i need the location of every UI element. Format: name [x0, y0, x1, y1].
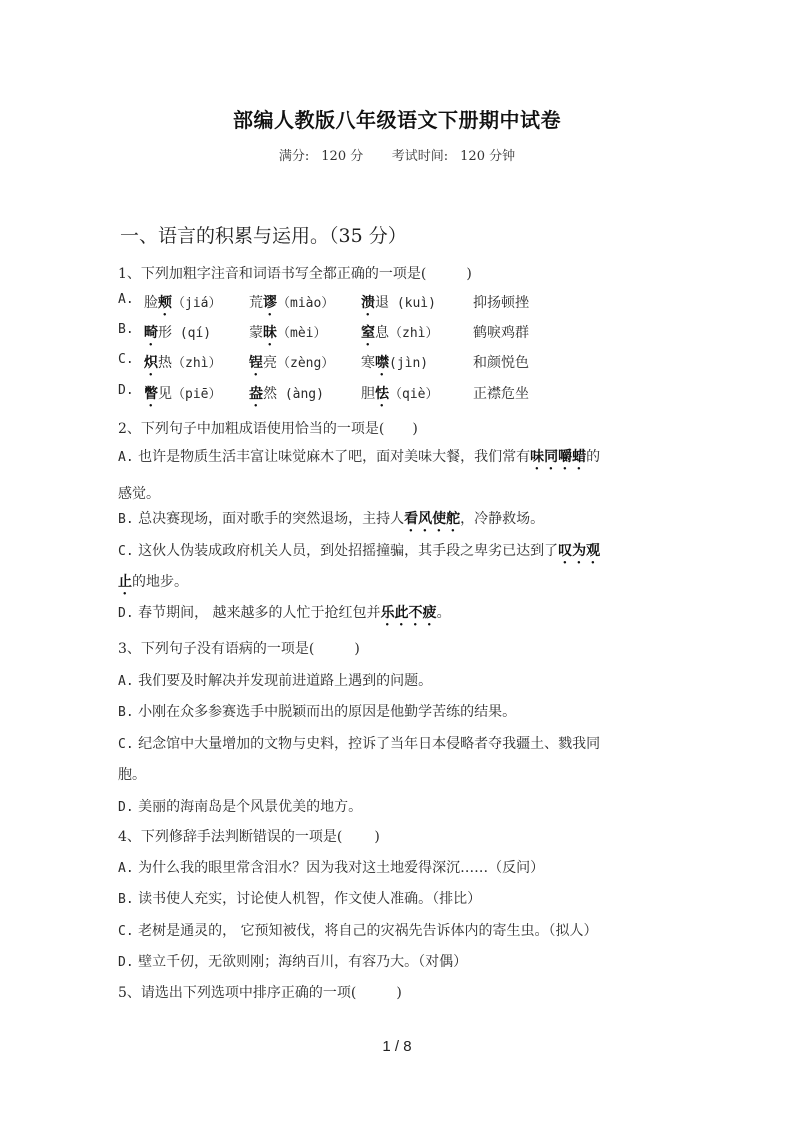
- question-4-option-d: D. 壁立千仞，无欲则刚；海纳百川，有容乃大。（对偶）: [118, 954, 468, 970]
- option-label: A.: [118, 861, 134, 876]
- word-item: 胆怯（qiè）: [361, 386, 439, 402]
- section-heading: 一、语言的积累与运用。（35 分）: [120, 225, 407, 247]
- question-2-option-b: B. 总决赛现场，面对歌手的突然退场，主持人看风使舵，冷静救场。: [118, 511, 545, 527]
- word-item: 锃亮（zèng）: [249, 355, 335, 371]
- answer-paren-close: ): [396, 985, 402, 1001]
- score-label: 满分:: [278, 149, 310, 164]
- question-2-option-c: C. 这伙人伪装成政府机关人员，到处招摇撞骗，其手段之卑劣已达到了叹为观: [118, 543, 601, 559]
- option-label: D.: [118, 955, 134, 970]
- option-label: C.: [118, 924, 134, 939]
- option-label: C.: [118, 352, 134, 367]
- option-label: D.: [118, 606, 134, 621]
- question-5-stem: [118, 982, 402, 1002]
- word-item: 炽热（zhì）: [144, 355, 222, 371]
- page-indicator: 1 / 8: [382, 1038, 412, 1055]
- question-stem-text: 5、请选出下列选项中排序正确的一项(: [118, 985, 357, 1001]
- question-3-option-b: B. 小刚在众多参赛选手中脱颖而出的原因是他勤学苦练的结果。: [118, 704, 517, 720]
- answer-paren-close: ): [412, 421, 418, 437]
- question-2-option-d: D. 春节期间， 越来越多的人忙于抢红包并乐此不疲。: [118, 605, 451, 621]
- question-4-option-b: B. 读书使人充实，讨论使人机智，作文使人准确。（排比）: [118, 891, 482, 907]
- emphasized-idiom: 味同嚼蜡: [530, 449, 587, 465]
- question-stem-text: 1、下列加粗字注音和词语书写全都正确的一项是(: [118, 266, 427, 282]
- word-item: 溃退 (kuì): [361, 295, 436, 311]
- score-value: 120 分: [321, 149, 364, 164]
- option-label: D.: [118, 383, 134, 398]
- word-item: 瞥见（piē）: [144, 386, 222, 402]
- question-3-option-c-cont: 胞。: [118, 767, 146, 783]
- emphasized-idiom: 乐此不疲: [380, 605, 437, 621]
- question-3-stem: [118, 638, 360, 658]
- exam-info: [0, 145, 794, 164]
- option-label: C.: [118, 544, 134, 559]
- word-item: 盎然 (àng): [249, 386, 324, 402]
- option-label: A.: [118, 292, 134, 307]
- question-4-stem: [118, 826, 380, 846]
- option-label: A.: [118, 674, 134, 689]
- option-label: B.: [118, 892, 134, 907]
- option-label: A.: [118, 450, 134, 465]
- question-4-option-c: C. 老树是通灵的， 它预知被伐，将自己的灾祸先告诉体内的寄生虫。（拟人）: [118, 923, 598, 939]
- answer-paren-close: ): [374, 829, 380, 845]
- option-label: B.: [118, 322, 134, 337]
- question-2-option-a-cont: 感觉。: [118, 486, 160, 502]
- word-item: 鹤唳鸡群: [473, 325, 529, 341]
- word-item: 窒息（zhì）: [361, 325, 439, 341]
- question-2-stem: [118, 418, 418, 438]
- time-label: 考试时间:: [391, 149, 449, 164]
- answer-paren-close: ): [354, 641, 360, 657]
- option-label: B.: [118, 512, 134, 527]
- word-item: 正襟危坐: [473, 386, 529, 402]
- question-stem-text: 2、下列句子中加粗成语使用恰当的一项是(: [118, 421, 385, 437]
- word-item: 和颜悦色: [473, 355, 529, 371]
- document-title: 部编人教版八年级语文下册期中试卷: [233, 108, 561, 132]
- word-item: 荒谬（miào）: [249, 295, 335, 311]
- word-item: 抑扬顿挫: [473, 295, 529, 311]
- option-label: C.: [118, 737, 134, 752]
- question-3-option-d: D. 美丽的海南岛是个风景优美的地方。: [118, 799, 363, 815]
- time-value: 120 分钟: [460, 149, 516, 164]
- question-2-option-a: A. 也许是物质生活丰富让味觉麻木了吧，面对美味大餐，我们常有味同嚼蜡的: [118, 449, 601, 465]
- word-item: 脸颊（jiá）: [144, 295, 222, 311]
- question-4-option-a: A. 为什么我的眼里常含泪水？因为我对这土地爱得深沉……（反问）: [118, 860, 545, 876]
- option-label: D.: [118, 800, 134, 815]
- question-stem-text: 3、下列句子没有语病的一项是(: [118, 641, 315, 657]
- option-label: B.: [118, 705, 134, 720]
- emphasized-idiom: 看风使舵: [404, 511, 461, 527]
- question-1-stem: [118, 263, 472, 283]
- word-item: 畸形 (qí): [144, 325, 212, 341]
- question-3-option-a: A. 我们要及时解决并发现前进道路上遇到的问题。: [118, 673, 433, 689]
- emphasized-idiom: 叹为观: [558, 543, 601, 559]
- answer-paren-close: ): [466, 266, 472, 282]
- emphasized-idiom: 止: [118, 574, 132, 590]
- question-2-option-c-cont: 止的地步。: [118, 574, 188, 590]
- question-3-option-c: C. 纪念馆中大量增加的文物与史料，控诉了当年日本侵略者夺我疆土、戮我同: [118, 736, 601, 752]
- word-item: 蒙昧（mèi）: [249, 325, 327, 341]
- question-stem-text: 4、下列修辞手法判断错误的一项是(: [118, 829, 343, 845]
- word-item: 寒噤(jìn): [361, 355, 429, 371]
